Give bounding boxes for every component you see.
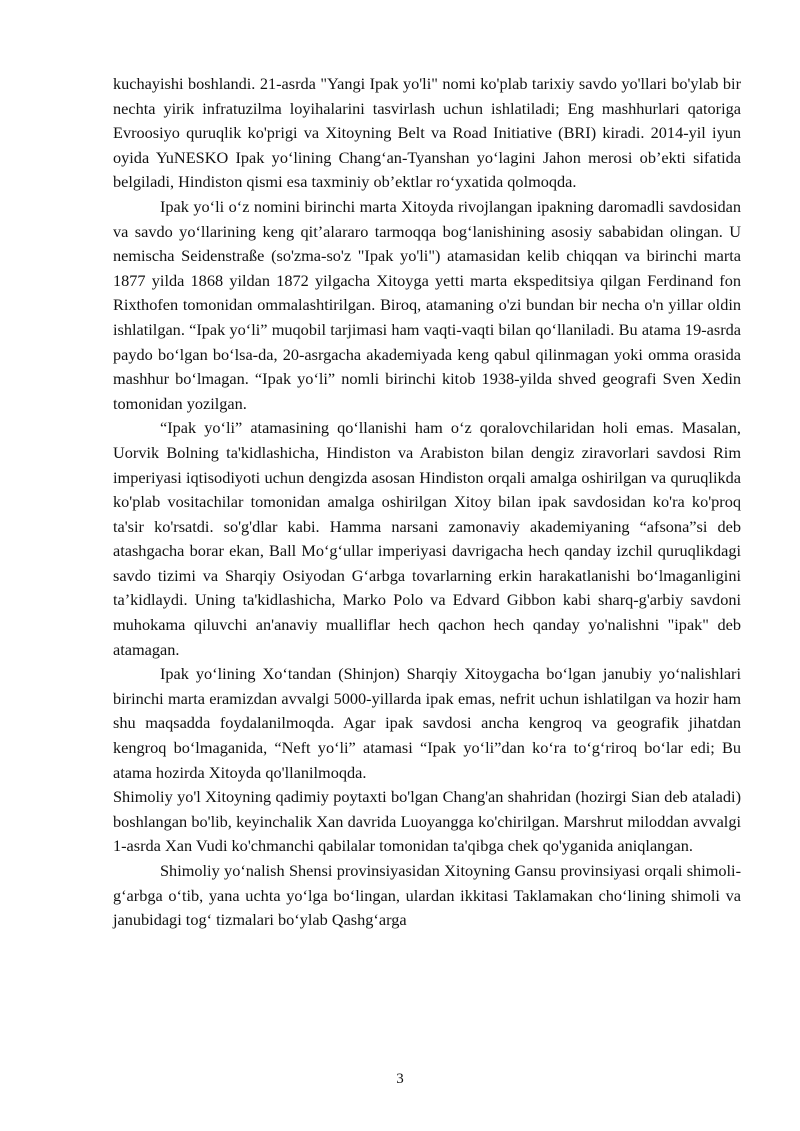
body-text xyxy=(113,72,741,933)
paragraph-3: “Ipak yo‘li” atamasining qo‘llanishi ham o‘z qoralovchilaridan holi emas. Masalan, Uorvik Bolning ta'kidlashicha, Hindiston va Arabiston bilan dengiz ziravorlari savdosi Rim imperiyasi iqtisodiyoti uchun dengizda asosan Hindiston orqali amalga oshirilgan va quruqlikda ko'plab vositachilar tomonidan amalga oshirilgan Xitoy bilan ipak savdosidan ko'ra ko'proq ta'sir ko'rsatdi. so'g'dlar kabi. Hamma narsani zamonaviy akademiyaning “afsona”si deb atashgacha borar ekan, Ball Mo‘g‘ullar imperiyasi davrigacha hech qanday izchil quruqlikdagi savdo tizimi va Sharqiy Osiyodan G‘arbga tovarlarning erkin harakatlanishi bo‘lmaganligini ta’kidlaydi. Uning ta'kidlashicha, Marko Polo va Edvard Gibbon kabi sharq-g'arbiy savdoni muhokama qiluvchi an'anaviy mualliflar hech qachon hech qanday yo'nalishni "ipak" deb atamagan. xyxy=(113,418,741,659)
paragraph-1: kuchayishi boshlandi. 21-asrda "Yangi Ipak yo'li" nomi ko'plab tarixiy savdo yo'llari bo'ylab bir nechta yirik infratuzilma loyihalarini tasvirlash uchun ishlatiladi; Eng mashhurlari qatoriga Evroosiyo quruqlik ko'prigi va Xitoyning Belt va Road Initiative (BRI) kiradi. 2014-yil iyun oyida YuNESKO Ipak yo‘lining Chang‘an-Tyanshan yo‘lagini Jahon merosi ob’ekti sifatida belgiladi, Hindiston qismi esa taxminiy ob’ektlar ro‘yxatida qolmoqda. xyxy=(113,74,741,192)
paragraph-4: Ipak yo‘lining Xo‘tandan (Shinjon) Sharqiy Xitoygacha bo‘lgan janubiy yo‘nalishlari birinchi marta eramizdan avvalgi 5000-yillarda ipak emas, nefrit uchun ishlatilgan va hozir ham shu maqsadda foydalanilmoqda. Agar ipak savdosi ancha kengroq va geografik jihatdan kengroq bo‘lmaganida, “Neft yo‘li” atamasi “Ipak yo‘li”dan ko‘ra to‘g‘riroq bo‘lar edi; Bu atama hozirda Xitoyda qo'llanilmoqda. xyxy=(113,664,741,782)
page-number: 3 xyxy=(396,1071,404,1087)
paragraph-2: Ipak yo‘li o‘z nomini birinchi marta Xitoyda rivojlangan ipakning daromadli savdosidan va savdo yo‘llarining keng qit’alararo tarmoqqa bog‘lanishining asosiy sababidan olingan. U nemischa Seidenstraße (so'zma-so'z "Ipak yo'li") atamasidan kelib chiqqan va birinchi marta 1877 yilda 1868 yildan 1872 yilgacha Xitoyga yetti marta ekspeditsiya qilgan Ferdinand fon Rixthofen tomonidan ommalashtirilgan. Biroq, atamaning o'zi bundan bir necha o'n yillar oldin ishlatilgan. “Ipak yo‘li” muqobil tarjimasi ham vaqti-vaqti bilan qo‘llaniladi. Bu atama 19-asrda paydo bo‘lgan bo‘lsa-da, 20-asrgacha akademiyada keng qabul qilinmagan yoki omma orasida mashhur bo‘lmagan. “Ipak yo‘li” nomli birinchi kitob 1938-yilda shved geografi Sven Xedin tomonidan yozilgan. xyxy=(113,196,741,413)
paragraph-5: Shimoliy yo'l Xitoyning qadimiy poytaxti bo'lgan Chang'an shahridan (hozirgi Sian deb ataladi) boshlangan bo'lib, keyinchalik Xan davrida Luoyangga ko'chirilgan. Marshrut miloddan avvalgi 1-asrda Xan Vudi ko'chmanchi qabilalar tomonidan ta'qibga chek qo'yganida aniqlangan. xyxy=(113,787,741,856)
paragraph-6: Shimoliy yo‘nalish Shensi provinsiyasidan Xitoyning Gansu provinsiyasi orqali shimoli-g‘arbga o‘tib, yana uchta yo‘lga bo‘lingan, ulardan ikkitasi Taklamakan cho‘lining shimoli va janubidagi tog‘ tizmalari bo‘ylab Qashg‘arga xyxy=(113,861,741,930)
